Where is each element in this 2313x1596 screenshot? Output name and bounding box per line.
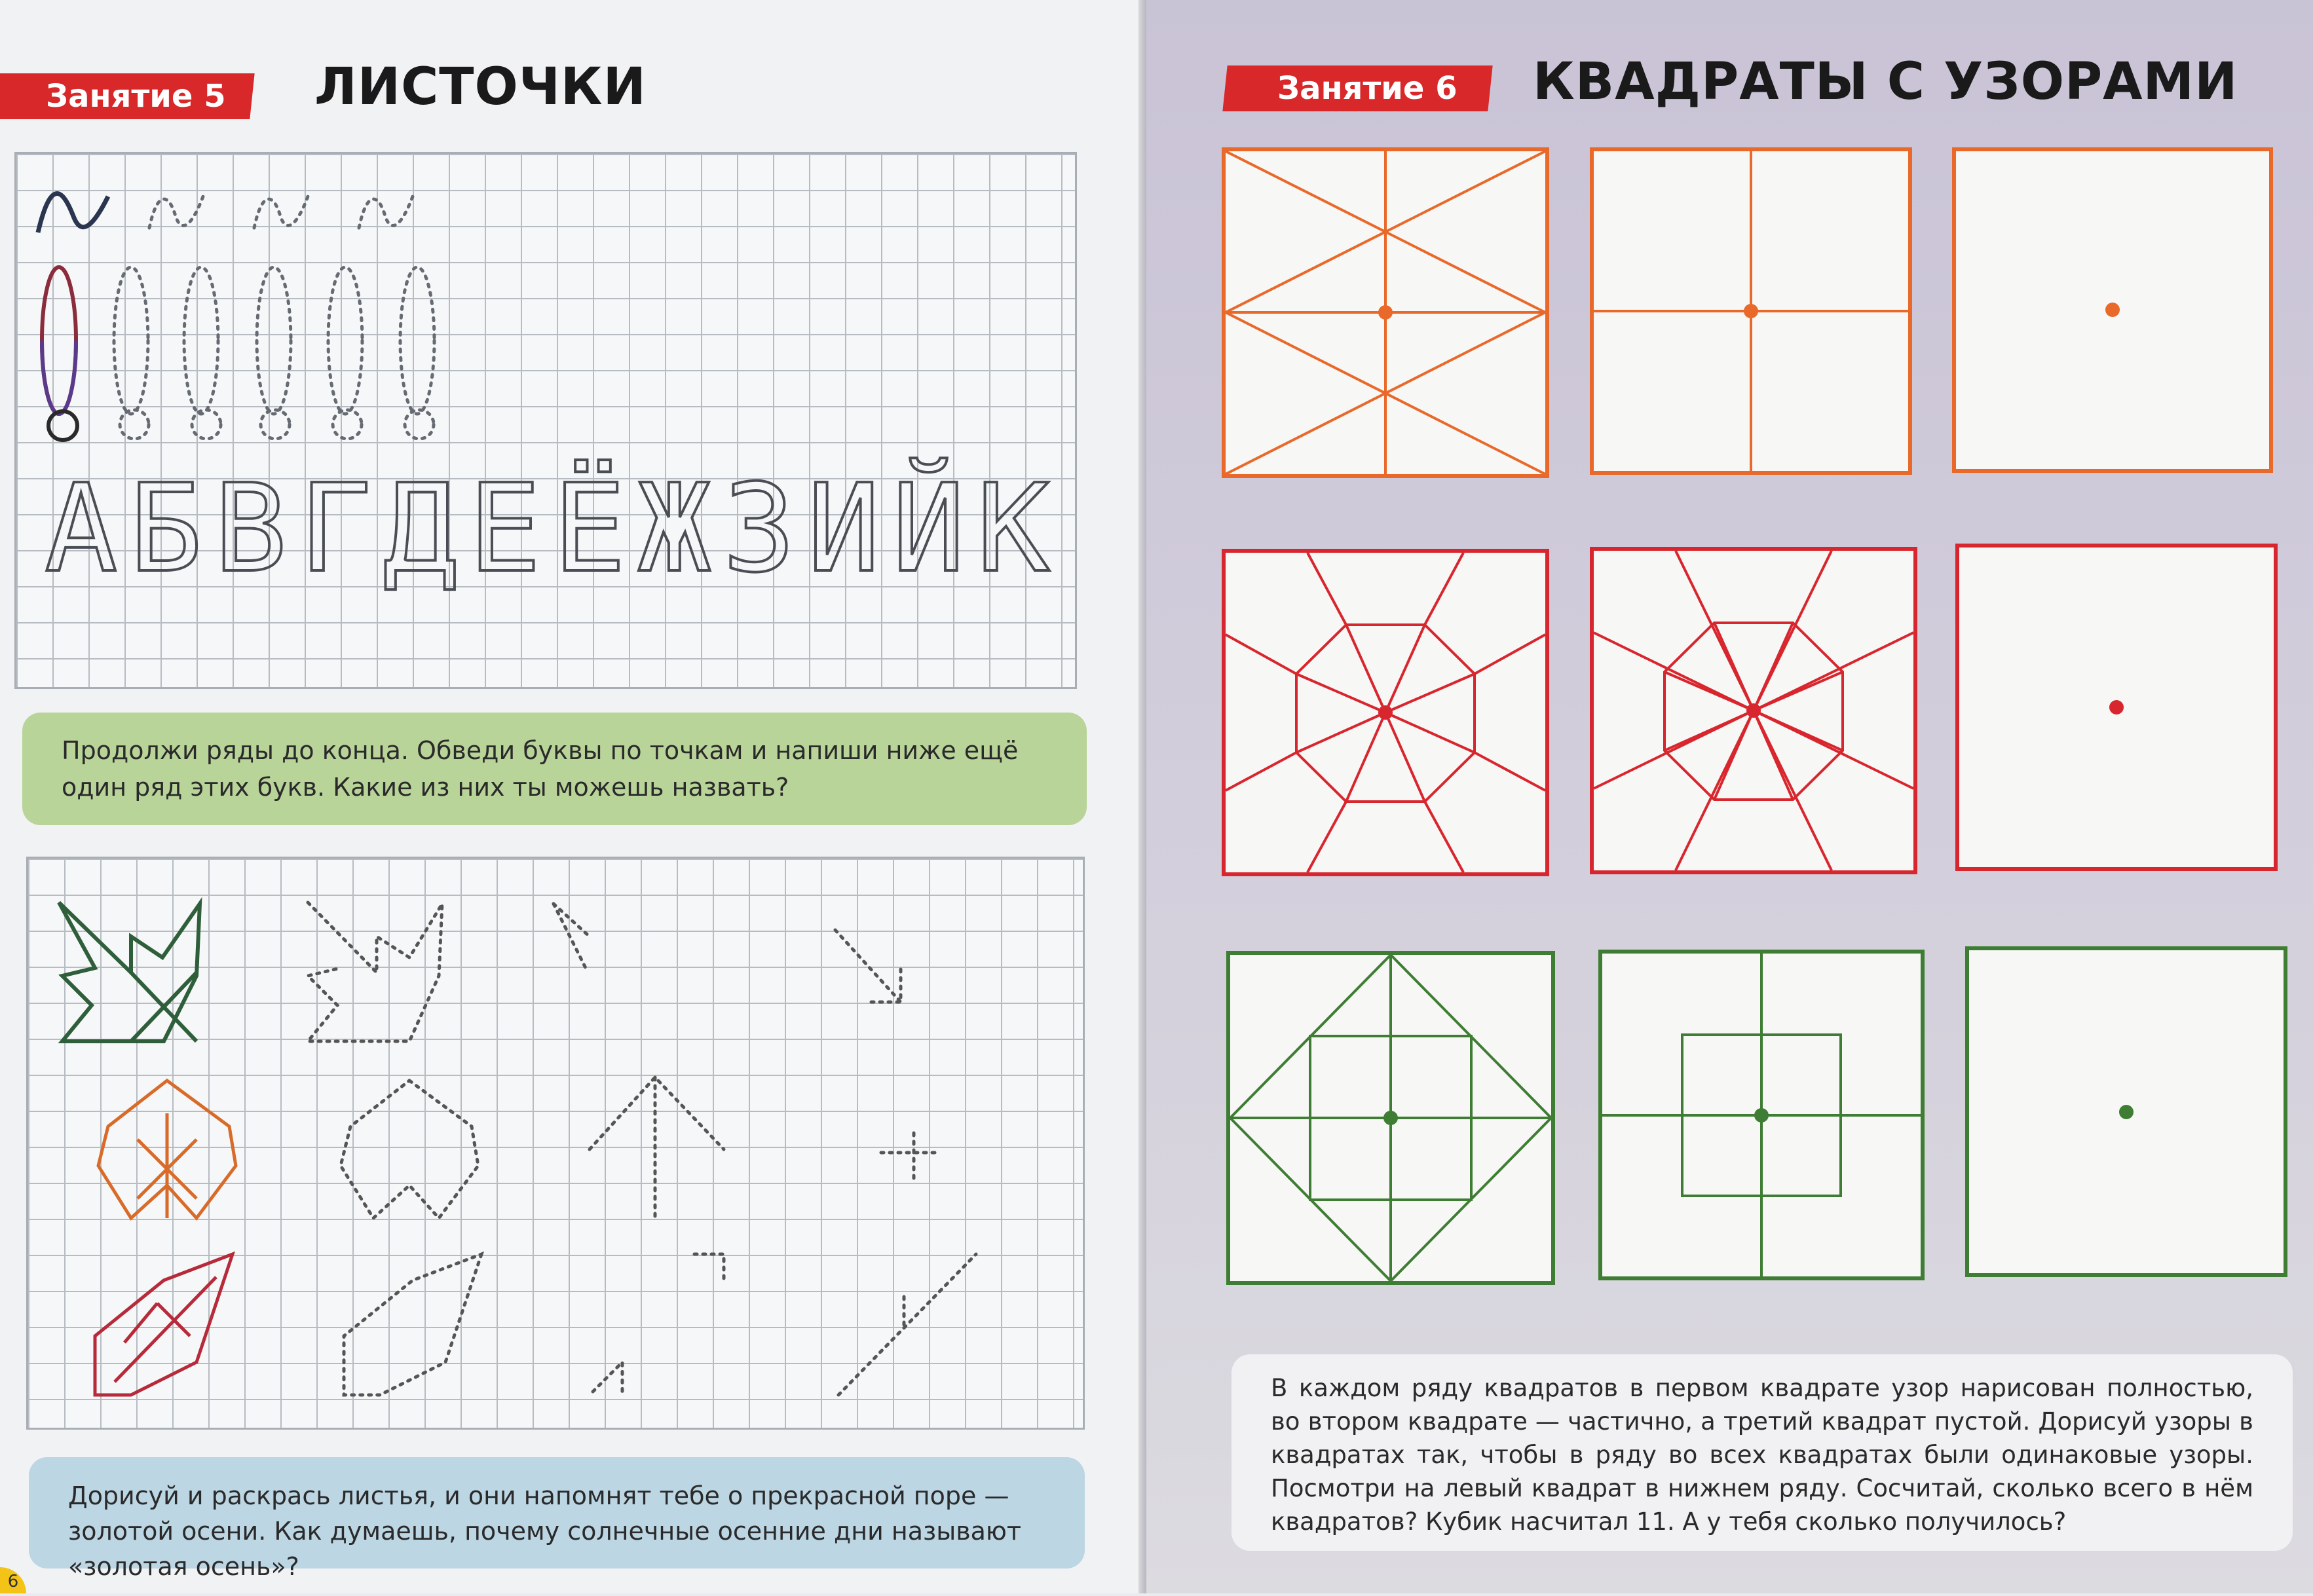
pattern-square-partial bbox=[1598, 950, 1925, 1280]
instruction-note-green: Продолжи ряды до конца. Обведи буквы по точкам и напиши ниже ещё один ряд этих букв. Какие из них ты можешь назвать? bbox=[22, 713, 1087, 825]
pattern-square-partial bbox=[1590, 147, 1912, 475]
pattern-square-empty bbox=[1952, 147, 2273, 473]
lesson-badge: Занятие 5 bbox=[0, 73, 255, 119]
leaves-drawings bbox=[0, 0, 1146, 1593]
instruction-note-blue: Дорисуй и раскрась листья, и они напомнят тебе о прекрасной поре — золотой осени. Как думаешь, почему солнечные осенние дни называют «золотая осень»? bbox=[29, 1457, 1085, 1568]
page-title: ЛИСТОЧКИ bbox=[314, 58, 647, 117]
page-title: КВАДРАТЫ С УЗОРАМИ bbox=[1533, 52, 2238, 111]
left-page bbox=[0, 0, 1146, 1593]
pattern-square-empty bbox=[1955, 544, 2278, 871]
pattern-square-partial bbox=[1590, 547, 1917, 874]
lesson-badge: Занятие 6 bbox=[1222, 65, 1492, 111]
page-number: 6 bbox=[0, 1567, 26, 1593]
instruction-note: В каждом ряду квадратов в первом квадрате узор нарисован полностью, во втором квадрате — частично, а третий квадрат пустой. Дорисуй узоры в квадратах так, чтобы в ряду во всех квадратах были одинаковые узоры. Посмотри на левый квадрат в нижнем ряду. Сосчитай, сколько всего в нём квадратов? Кубик насчитал 11. А у тебя сколько получилось? bbox=[1232, 1354, 2293, 1551]
pattern-square-empty bbox=[1965, 946, 2287, 1277]
right-page bbox=[1146, 0, 2313, 1593]
dotted-letters: АБВГДЕЁЖЗИЙК bbox=[45, 458, 1062, 599]
pattern-square-full bbox=[1222, 549, 1549, 876]
pattern-square-full bbox=[1222, 147, 1549, 478]
pattern-square-full bbox=[1226, 951, 1555, 1285]
